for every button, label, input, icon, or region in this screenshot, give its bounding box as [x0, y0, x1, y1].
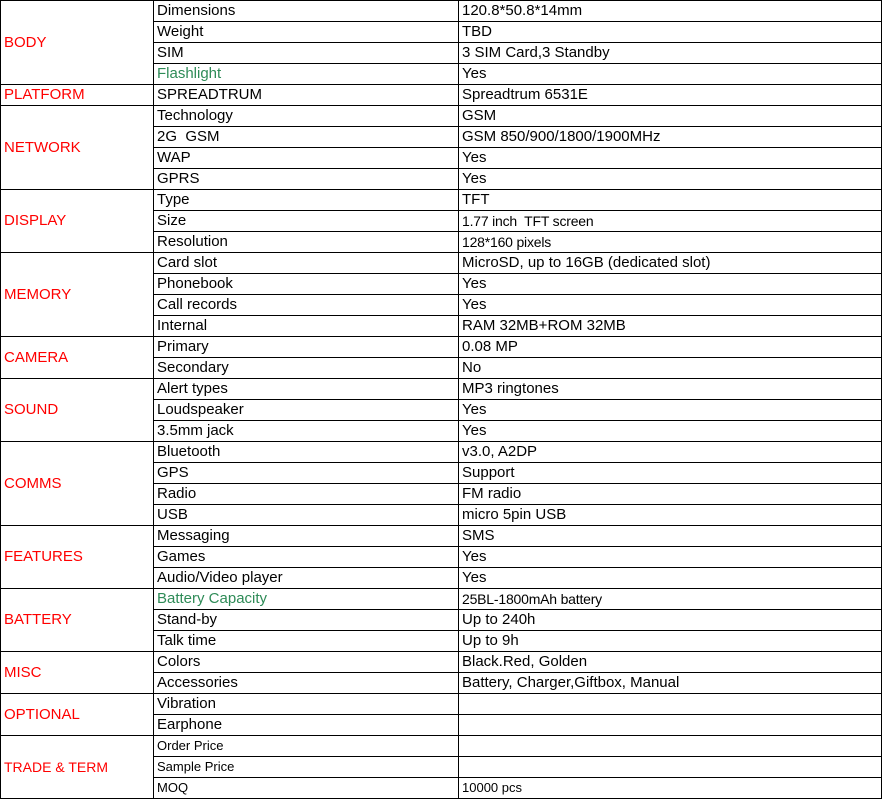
field-value: SMS: [459, 526, 882, 547]
field-value: RAM 32MB+ROM 32MB: [459, 316, 882, 337]
table-row: [1, 652, 882, 673]
field-label: Radio: [154, 484, 459, 505]
field-value: Yes: [459, 169, 882, 190]
category-camera: CAMERA: [1, 337, 154, 379]
category-misc: MISC: [1, 652, 154, 694]
field-value: 10000 pcs: [459, 778, 882, 799]
field-value: [459, 736, 882, 757]
category-features: FEATURES: [1, 526, 154, 589]
field-label: Card slot: [154, 253, 459, 274]
field-value: Yes: [459, 64, 882, 85]
table-row: [1, 442, 882, 463]
field-label: SIM: [154, 43, 459, 64]
field-value: [459, 715, 882, 736]
field-value: Up to 9h: [459, 631, 882, 652]
field-value: Yes: [459, 547, 882, 568]
field-value: GSM 850/900/1800/1900MHz: [459, 127, 882, 148]
table-row: [1, 736, 882, 757]
field-label: Bluetooth: [154, 442, 459, 463]
table-row: [1, 106, 882, 127]
category-battery: BATTERY: [1, 589, 154, 652]
table-row: [1, 379, 882, 400]
field-label: Earphone: [154, 715, 459, 736]
category-platform: PLATFORM: [1, 85, 154, 106]
field-value: Yes: [459, 295, 882, 316]
field-label: Primary: [154, 337, 459, 358]
field-label: Secondary: [154, 358, 459, 379]
table-row: [1, 526, 882, 547]
field-value: FM radio: [459, 484, 882, 505]
table-row: [1, 253, 882, 274]
field-label: Order Price: [154, 736, 459, 757]
field-value: TFT: [459, 190, 882, 211]
field-label: Sample Price: [154, 757, 459, 778]
field-label: Messaging: [154, 526, 459, 547]
table-row: [1, 190, 882, 211]
table-row: [1, 337, 882, 358]
field-value: 0.08 MP: [459, 337, 882, 358]
field-label: Technology: [154, 106, 459, 127]
table-row: [1, 85, 882, 106]
field-value: TBD: [459, 22, 882, 43]
field-label: MOQ: [154, 778, 459, 799]
field-label: Phonebook: [154, 274, 459, 295]
field-label: Audio/Video player: [154, 568, 459, 589]
field-label: Weight: [154, 22, 459, 43]
field-label: Flashlight: [154, 64, 459, 85]
field-label: WAP: [154, 148, 459, 169]
field-value: 3 SIM Card,3 Standby: [459, 43, 882, 64]
field-value: Yes: [459, 421, 882, 442]
field-label: Vibration: [154, 694, 459, 715]
field-label: Type: [154, 190, 459, 211]
category-network: NETWORK: [1, 106, 154, 190]
category-display: DISPLAY: [1, 190, 154, 253]
field-label: Size: [154, 211, 459, 232]
field-label: Accessories: [154, 673, 459, 694]
field-value: MP3 ringtones: [459, 379, 882, 400]
field-value: v3.0, A2DP: [459, 442, 882, 463]
field-label: Stand-by: [154, 610, 459, 631]
table-row: [1, 589, 882, 610]
field-value: Yes: [459, 274, 882, 295]
field-value: Support: [459, 463, 882, 484]
field-label: SPREADTRUM: [154, 85, 459, 106]
field-label: Loudspeaker: [154, 400, 459, 421]
field-value: Up to 240h: [459, 610, 882, 631]
field-label: Dimensions: [154, 1, 459, 22]
field-value: Spreadtrum 6531E: [459, 85, 882, 106]
field-label: Resolution: [154, 232, 459, 253]
field-label: Games: [154, 547, 459, 568]
field-label: Internal: [154, 316, 459, 337]
field-label: Call records: [154, 295, 459, 316]
category-trade: TRADE & TERM: [1, 736, 154, 799]
field-value: No: [459, 358, 882, 379]
field-value: Yes: [459, 148, 882, 169]
field-label: 3.5mm jack: [154, 421, 459, 442]
field-value: Black.Red, Golden: [459, 652, 882, 673]
field-value: 128*160 pixels: [459, 232, 882, 253]
field-value: 1.77 inch TFT screen: [459, 211, 882, 232]
category-comms: COMMS: [1, 442, 154, 526]
field-label: Alert types: [154, 379, 459, 400]
field-label: 2G GSM: [154, 127, 459, 148]
field-label: GPS: [154, 463, 459, 484]
field-value: micro 5pin USB: [459, 505, 882, 526]
field-value: GSM: [459, 106, 882, 127]
field-value: 120.8*50.8*14mm: [459, 1, 882, 22]
field-value: MicroSD, up to 16GB (dedicated slot): [459, 253, 882, 274]
field-label: USB: [154, 505, 459, 526]
field-value: [459, 757, 882, 778]
field-label: Colors: [154, 652, 459, 673]
category-sound: SOUND: [1, 379, 154, 442]
field-value: Yes: [459, 400, 882, 421]
category-memory: MEMORY: [1, 253, 154, 337]
field-label: Battery Capacity: [154, 589, 459, 610]
field-value: [459, 694, 882, 715]
table-row: [1, 1, 882, 22]
field-value: Battery, Charger,Giftbox, Manual: [459, 673, 882, 694]
category-body: BODY: [1, 1, 154, 85]
table-row: [1, 694, 882, 715]
field-value: Yes: [459, 568, 882, 589]
field-value: 25BL-1800mAh battery: [459, 589, 882, 610]
category-optional: OPTIONAL: [1, 694, 154, 736]
field-label: Talk time: [154, 631, 459, 652]
field-label: GPRS: [154, 169, 459, 190]
